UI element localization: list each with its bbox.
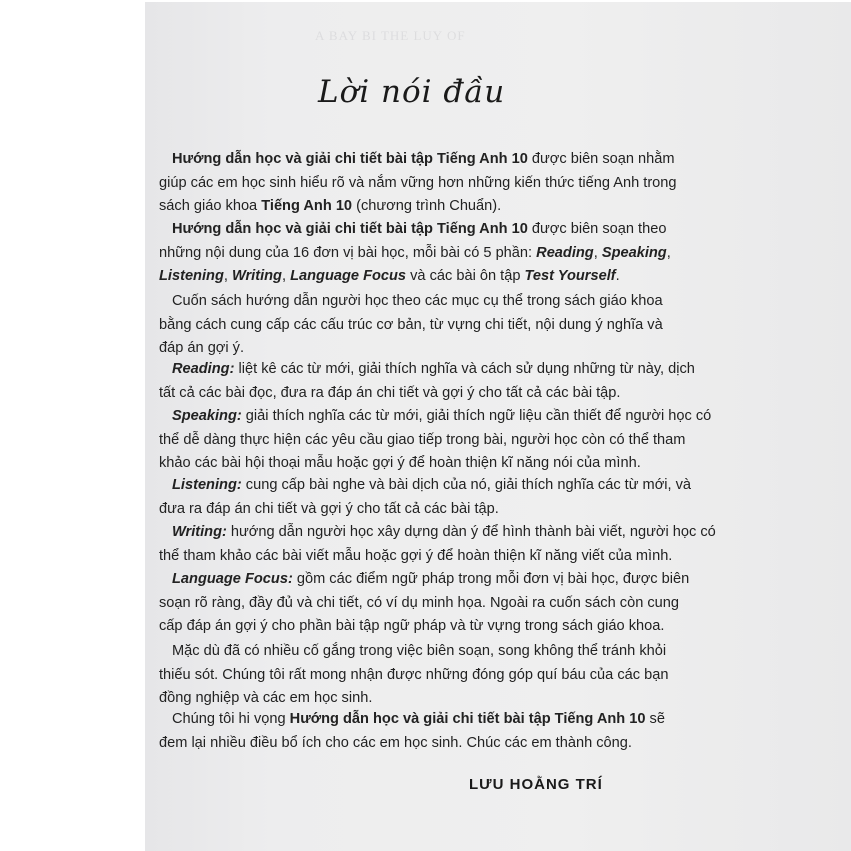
- text-line: [159, 592, 690, 616]
- text-run: gồm các điểm ngữ pháp trong mỗi đơn vị bài học, được biên: [292, 571, 690, 587]
- text-run: đồng nghiệp và các em học sinh.: [159, 690, 373, 706]
- text-run: tất cả các bài đọc, đưa ra đáp án chi tiết và gợi ý cho tất cả các bài tập.: [159, 384, 621, 401]
- text-run: khảo các bài hội thoại mẫu hoặc gợi ý để hoàn thiện kĩ năng nói của mình.: [159, 455, 641, 471]
- paragraph: [159, 640, 690, 711]
- bold-italic-text-run: Writing: [231, 268, 282, 284]
- text-line: [159, 195, 690, 219]
- text-line: [159, 242, 690, 266]
- text-run: được biên soạn nhằm: [527, 151, 675, 167]
- text-line: [172, 405, 712, 429]
- text-run: ,: [281, 268, 291, 284]
- text-run: ,: [593, 244, 602, 261]
- text-line: [159, 382, 690, 406]
- text-line: [172, 708, 690, 732]
- text-run: hướng dẫn người học xây dựng dàn ý để hình thành bài viết, người học có: [226, 524, 716, 540]
- text-run: đưa ra đáp án chi tiết và gợi ý cho tất cả các bài tập.: [159, 500, 499, 517]
- text-run: thiếu sót. Chúng tôi rất mong nhận được những đóng góp quí báu của các bạn: [159, 666, 669, 683]
- paragraph: [159, 290, 690, 361]
- paragraph: [159, 358, 695, 405]
- text-run: thể dễ dàng thực hiện các yêu cầu giao tiếp trong bài, người học còn có thể tham: [159, 431, 686, 448]
- bold-italic-text-run: Listening:: [172, 477, 242, 493]
- text-line: [172, 290, 690, 314]
- text-run: liệt kê các từ mới, giải thích nghĩa và cách sử dụng những từ này, dịch: [234, 361, 695, 377]
- text-run: cấp đáp án gợi ý cho phần bài tập ngữ pháp và từ vựng trong sách giáo khoa.: [159, 618, 665, 634]
- text-line: [159, 732, 690, 756]
- bold-italic-text-run: Language Focus:: [172, 571, 293, 587]
- text-run: ,: [223, 268, 232, 284]
- author-signature: LƯU HOẰNG TRÍ: [469, 776, 603, 793]
- text-run: và các bài ôn tập: [406, 268, 525, 284]
- text-line: [159, 687, 690, 711]
- paragraph: [159, 405, 712, 476]
- text-run: sẽ: [645, 711, 665, 727]
- bold-italic-text-run: Writing:: [172, 524, 227, 540]
- text-line: [172, 218, 690, 242]
- text-line: [172, 568, 690, 592]
- text-line: [172, 640, 690, 664]
- text-line: [159, 498, 690, 522]
- bold-italic-text-run: Reading:: [172, 361, 235, 377]
- text-line: [159, 337, 690, 361]
- page-title: Lời nói đầu: [318, 74, 506, 110]
- text-run: đem lại nhiều điều bổ ích cho các em học sinh. Chúc các em thành công.: [159, 734, 632, 751]
- paragraph: [159, 521, 716, 568]
- text-line: [172, 521, 716, 545]
- bold-italic-text-run: Test Yourself: [524, 268, 616, 284]
- text-line: [172, 358, 695, 382]
- bold-italic-text-run: Speaking:: [172, 408, 242, 424]
- text-line: [159, 452, 690, 476]
- text-run: bằng cách cung cấp các cấu trúc cơ bản, từ vựng chi tiết, nội dung ý nghĩa và: [159, 316, 663, 333]
- text-line: [159, 664, 690, 688]
- bold-text-run: Tiếng Anh 10: [261, 198, 353, 214]
- text-run: cung cấp bài nghe và bài dịch của nó, giải thích nghĩa các từ mới, và: [241, 477, 692, 493]
- text-run: soạn rõ ràng, đầy đủ và chi tiết, có ví dụ minh họa. Ngoài ra cuốn sách còn cung: [159, 594, 680, 611]
- bold-italic-text-run: Reading: [536, 244, 594, 261]
- text-line: [172, 148, 690, 172]
- text-run: giúp các em học sinh hiểu rõ và nắm vững hơn những kiến thức tiếng Anh trong: [159, 174, 677, 191]
- bold-text-run: Hướng dẫn học và giải chi tiết bài tập Tiếng Anh 10: [172, 151, 528, 167]
- bold-italic-text-run: Speaking: [601, 244, 667, 261]
- text-line: [159, 615, 690, 639]
- text-run: được biên soạn theo: [527, 221, 667, 237]
- bold-italic-text-run: Listening: [159, 268, 224, 284]
- text-run: sách giáo khoa: [159, 198, 262, 214]
- text-run: ,: [666, 244, 671, 261]
- bold-italic-text-run: Language Focus: [290, 268, 407, 284]
- text-line: [159, 265, 690, 289]
- text-run: Chúng tôi hi vọng: [172, 711, 290, 727]
- bleed-through-text: A BAY BI THE LUY OF: [315, 28, 466, 43]
- bold-text-run: Hướng dẫn học và giải chi tiết bài tập Tiếng Anh 10: [172, 221, 528, 237]
- text-line: [159, 172, 690, 196]
- text-run: (chương trình Chuẩn).: [352, 198, 502, 214]
- paragraph: [159, 708, 690, 755]
- paragraph: [159, 474, 692, 521]
- text-run: .: [615, 268, 620, 284]
- text-run: đáp án gợi ý.: [159, 340, 245, 356]
- text-run: thể tham khảo các bài viết mẫu hoặc gợi ý để hoàn thiện kĩ năng viết của mình.: [159, 547, 673, 564]
- text-run: Cuốn sách hướng dẫn người học theo các mục cụ thể trong sách giáo khoa: [172, 293, 663, 309]
- paragraph: [159, 148, 690, 219]
- text-line: [159, 314, 690, 338]
- paragraph: [159, 568, 690, 639]
- text-line: [159, 429, 690, 453]
- text-run: những nội dung của 16 đơn vị bài học, mỗi bài có 5 phần:: [159, 244, 537, 261]
- text-run: giải thích nghĩa các từ mới, giải thích ngữ liệu cần thiết để người học có: [241, 408, 712, 424]
- paragraph: [159, 218, 690, 289]
- text-line: [172, 474, 690, 498]
- text-run: Mặc dù đã có nhiều cố gắng trong việc biên soạn, song không thể tránh khỏi: [172, 643, 667, 659]
- bold-text-run: Hướng dẫn học và giải chi tiết bài tập Tiếng Anh 10: [289, 711, 646, 727]
- text-line: [159, 545, 690, 569]
